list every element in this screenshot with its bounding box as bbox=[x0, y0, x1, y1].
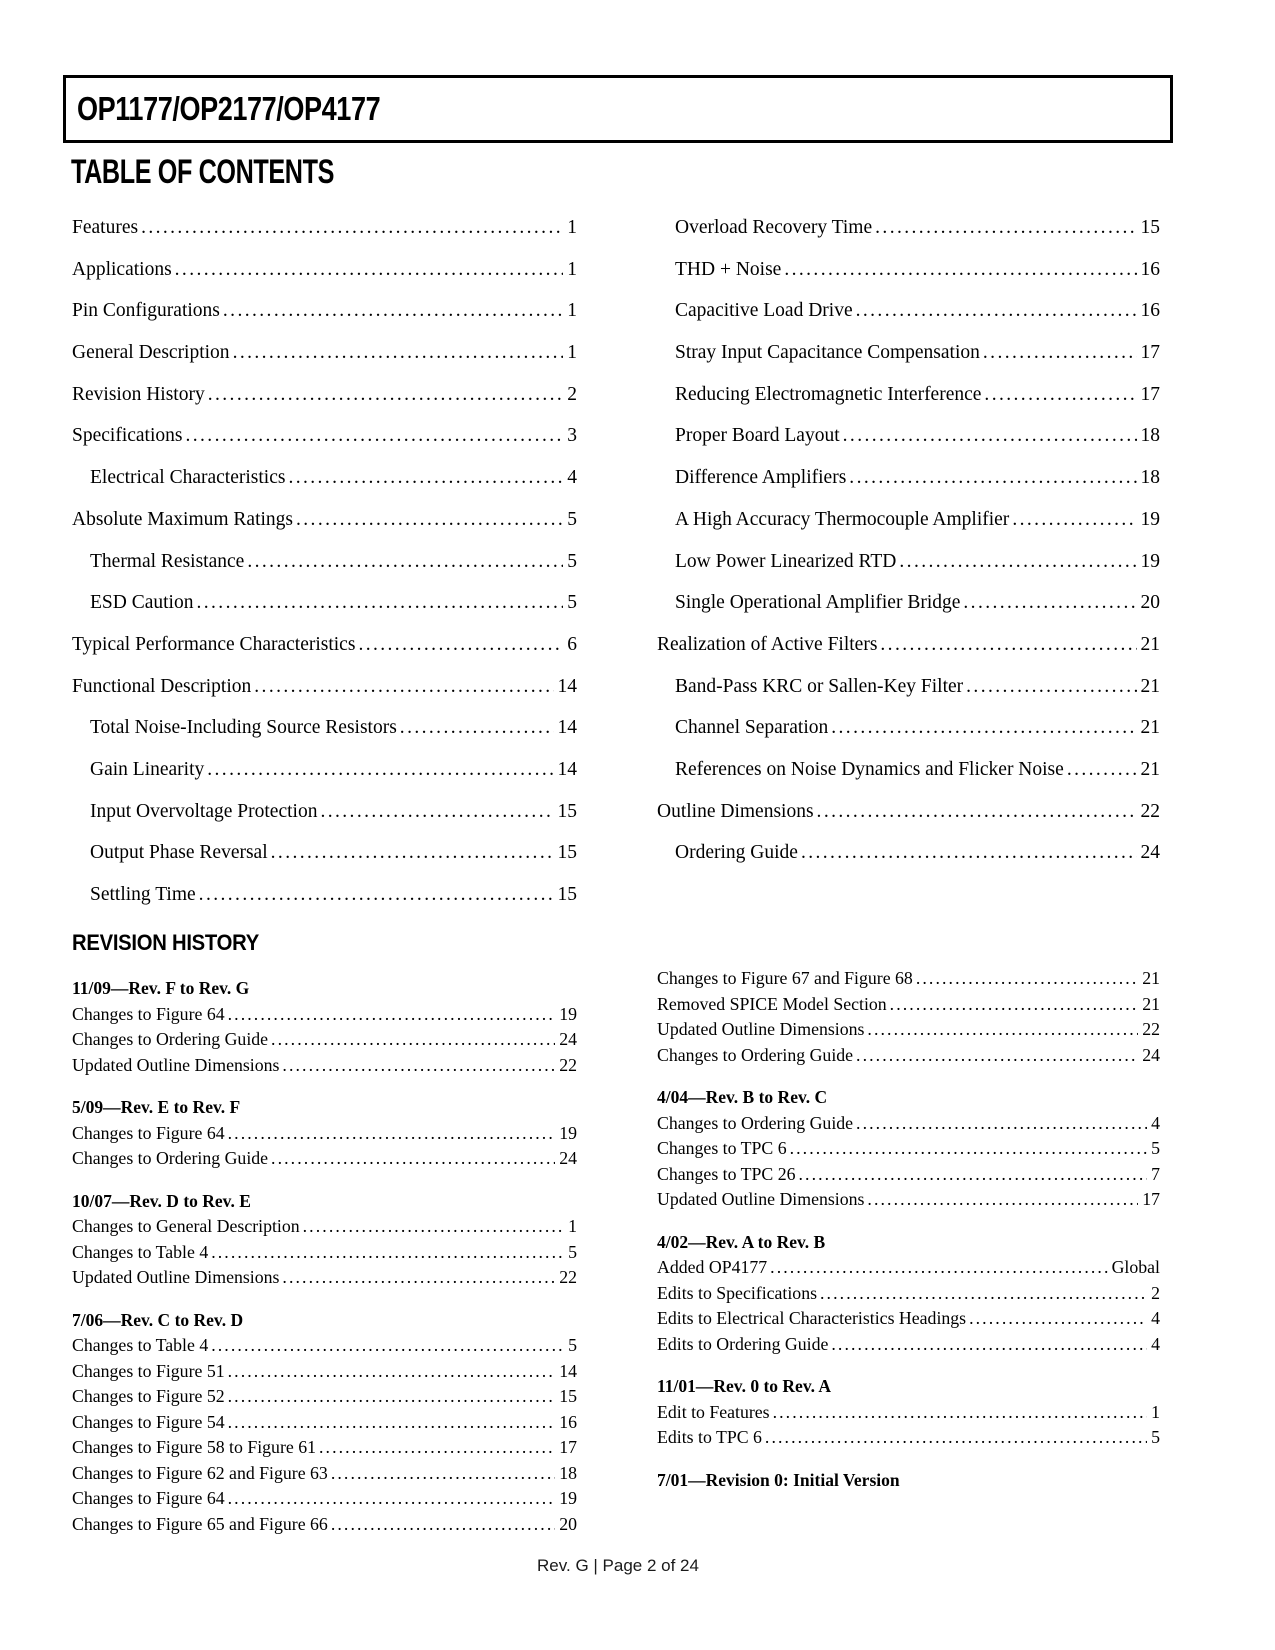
dot-leader bbox=[247, 541, 563, 583]
dot-leader bbox=[875, 207, 1136, 249]
toc-columns bbox=[72, 207, 1160, 916]
dot-leader bbox=[196, 582, 563, 624]
revision-entry-label: Changes to Figure 64 bbox=[72, 1122, 225, 1143]
toc-entry-page: 14 bbox=[557, 758, 577, 780]
revision-entry bbox=[72, 1027, 577, 1053]
dot-leader bbox=[228, 1002, 556, 1028]
revision-entry bbox=[657, 966, 1160, 992]
dot-leader bbox=[208, 374, 564, 416]
revision-entry bbox=[72, 1053, 577, 1079]
revision-column-left bbox=[72, 930, 577, 1554]
revision-entry-label: Changes to Figure 65 and Figure 66 bbox=[72, 1513, 328, 1534]
revision-group-entries bbox=[657, 1400, 1160, 1451]
revision-group bbox=[657, 1374, 1160, 1451]
toc-entry-label: Functional Description bbox=[72, 675, 252, 697]
revision-entry-label: Changes to Ordering Guide bbox=[657, 1112, 854, 1133]
dot-leader bbox=[331, 1461, 555, 1487]
revision-entry-label: Edits to Specifications bbox=[657, 1282, 818, 1303]
revision-entry-page: 21 bbox=[1142, 993, 1160, 1014]
toc-entry bbox=[657, 499, 1160, 541]
revision-entry-label: Updated Outline Dimensions bbox=[72, 1267, 280, 1287]
dot-leader bbox=[358, 624, 563, 666]
toc-entry-page: 21 bbox=[1140, 675, 1160, 697]
revision-entry-page: 4 bbox=[1151, 1333, 1160, 1354]
revision-entry bbox=[657, 1187, 1160, 1213]
revision-group-heading: 7/06—Rev. C to Rev. D bbox=[72, 1309, 244, 1330]
revision-group-entries bbox=[657, 1111, 1160, 1213]
dot-leader bbox=[296, 499, 563, 541]
toc-entry bbox=[657, 707, 1160, 749]
dot-leader bbox=[282, 1053, 555, 1079]
toc-entry bbox=[657, 290, 1160, 332]
revision-entry-page: 19 bbox=[559, 1122, 577, 1143]
revision-group-entries bbox=[72, 1214, 577, 1291]
revision-entry bbox=[72, 1486, 577, 1512]
toc-entry-page: 5 bbox=[567, 550, 577, 572]
revision-entry-page: 5 bbox=[1151, 1138, 1160, 1158]
dot-leader bbox=[211, 1240, 564, 1266]
toc-entry-label: Ordering Guide bbox=[675, 842, 798, 864]
dot-leader bbox=[849, 457, 1136, 499]
toc-entry-label: Thermal Resistance bbox=[90, 550, 245, 572]
dot-leader bbox=[798, 1162, 1147, 1188]
toc-entry-page: 17 bbox=[1140, 342, 1160, 364]
toc-entry-page: 14 bbox=[557, 675, 577, 697]
toc-entry bbox=[72, 707, 577, 749]
revision-entry-label: Changes to Ordering Guide bbox=[72, 1029, 269, 1049]
revision-entry bbox=[72, 1435, 577, 1461]
revision-entry-page: Global bbox=[1111, 1257, 1160, 1277]
toc-entry-page: 4 bbox=[567, 467, 577, 489]
toc-entry-page: 16 bbox=[1140, 300, 1160, 322]
toc-entry-page: 1 bbox=[567, 258, 577, 280]
revision-entry-label: Changes to Figure 58 to Figure 61 bbox=[72, 1437, 316, 1457]
revision-entry-label: Changes to Figure 62 and Figure 63 bbox=[72, 1462, 328, 1483]
toc-entry bbox=[657, 249, 1160, 291]
toc-entry-label: Band-Pass KRC or Sallen-Key Filter bbox=[675, 675, 964, 697]
dot-leader bbox=[969, 1306, 1147, 1332]
dot-leader bbox=[175, 249, 564, 291]
revision-entry bbox=[72, 1265, 577, 1291]
dot-leader bbox=[228, 1486, 556, 1512]
toc-entry-label: General Description bbox=[72, 342, 230, 364]
toc-entry-label: Reducing Electromagnetic Interference bbox=[675, 383, 982, 405]
dot-leader bbox=[890, 992, 1139, 1018]
revision-group bbox=[72, 1308, 577, 1538]
revision-entry-page: 20 bbox=[559, 1513, 577, 1534]
toc-entry-label: Difference Amplifiers bbox=[675, 467, 847, 489]
revision-entry-label: Added OP4177 bbox=[657, 1257, 768, 1277]
toc-entry bbox=[72, 207, 577, 249]
revision-entry-label: Updated Outline Dimensions bbox=[657, 1019, 865, 1039]
toc-entry-page: 21 bbox=[1140, 717, 1160, 739]
toc-entry-page: 15 bbox=[557, 800, 577, 822]
toc-entry-page: 5 bbox=[567, 592, 577, 614]
revision-entry-page: 1 bbox=[568, 1216, 577, 1236]
toc-entry-page: 21 bbox=[1140, 633, 1160, 655]
dot-leader bbox=[319, 1435, 555, 1461]
revision-group-heading: 4/04—Rev. B to Rev. C bbox=[657, 1087, 828, 1107]
revision-entry-page: 5 bbox=[568, 1335, 577, 1355]
revision-history-title: REVISION HISTORY bbox=[72, 930, 259, 955]
revision-entry-label: Changes to Figure 52 bbox=[72, 1386, 225, 1406]
revision-group-entries bbox=[72, 1002, 577, 1079]
revision-entry-page: 24 bbox=[559, 1029, 577, 1049]
toc-entry-label: THD + Noise bbox=[675, 258, 782, 280]
dot-leader bbox=[228, 1384, 556, 1410]
revision-entry-page: 17 bbox=[559, 1437, 577, 1457]
revision-entry-page: 2 bbox=[1151, 1282, 1160, 1303]
revision-entry-page: 24 bbox=[559, 1148, 577, 1168]
revision-entry bbox=[657, 1111, 1160, 1137]
toc-entry-label: Typical Performance Characteristics bbox=[72, 633, 356, 655]
dot-leader bbox=[984, 374, 1136, 416]
toc-entry-page: 20 bbox=[1140, 592, 1160, 614]
toc-entry bbox=[72, 332, 577, 374]
toc-entry-label: ESD Caution bbox=[90, 592, 194, 614]
toc-entry-label: Output Phase Reversal bbox=[90, 842, 268, 864]
toc-entry bbox=[657, 666, 1160, 708]
revision-entry-label: Changes to Ordering Guide bbox=[657, 1044, 854, 1065]
revision-group-entries bbox=[657, 1255, 1160, 1357]
dot-leader bbox=[856, 290, 1137, 332]
revision-entry-page: 18 bbox=[559, 1462, 577, 1483]
revision-entry bbox=[657, 1306, 1160, 1332]
revision-column-right bbox=[657, 930, 1160, 1554]
revision-entry-label: Changes to Figure 64 bbox=[72, 1003, 225, 1024]
revision-entry bbox=[72, 1512, 577, 1538]
revision-entry-label: Changes to Table 4 bbox=[72, 1241, 209, 1262]
dot-leader bbox=[141, 207, 563, 249]
toc-entry bbox=[72, 415, 577, 457]
toc-entry-label: Applications bbox=[72, 258, 172, 280]
toc-entry bbox=[72, 874, 577, 916]
revision-entry-page: 21 bbox=[1142, 968, 1160, 988]
toc-entry-page: 1 bbox=[567, 342, 577, 364]
revision-entry-label: Edit to Features bbox=[657, 1401, 770, 1422]
revision-entry-page: 7 bbox=[1151, 1163, 1160, 1184]
revision-history-section bbox=[72, 930, 1160, 1554]
dot-leader bbox=[282, 1265, 555, 1291]
revision-entry bbox=[657, 1400, 1160, 1426]
revision-entry bbox=[72, 1410, 577, 1436]
toc-entry-label: Specifications bbox=[72, 425, 183, 447]
toc-entry-label: Capacitive Load Drive bbox=[675, 300, 853, 322]
dot-leader bbox=[288, 457, 563, 499]
dot-leader bbox=[820, 1281, 1147, 1307]
revision-entry-label: Changes to Figure 67 and Figure 68 bbox=[657, 968, 913, 988]
toc-entry-label: Total Noise-Including Source Resistors bbox=[90, 717, 397, 739]
toc-entry-label: Overload Recovery Time bbox=[675, 217, 873, 238]
dot-leader bbox=[843, 415, 1137, 457]
toc-entry-label: Electrical Characteristics bbox=[90, 467, 286, 489]
dot-leader bbox=[211, 1333, 564, 1359]
toc-entry bbox=[657, 374, 1160, 416]
dot-leader bbox=[228, 1410, 556, 1436]
dot-leader bbox=[331, 1512, 555, 1538]
toc-entry bbox=[657, 749, 1160, 791]
revision-entry bbox=[72, 1333, 577, 1359]
toc-entry-page: 18 bbox=[1140, 425, 1160, 447]
revision-group-heading: 4/02—Rev. A to Rev. B bbox=[657, 1231, 826, 1252]
revision-entry-label: Changes to TPC 26 bbox=[657, 1163, 796, 1184]
toc-entry bbox=[657, 791, 1160, 833]
toc-entry-label: Proper Board Layout bbox=[675, 425, 840, 447]
toc-entry-label: A High Accuracy Thermocouple Amplifier bbox=[675, 508, 1010, 530]
toc-entry-page: 21 bbox=[1140, 758, 1160, 780]
dot-leader bbox=[867, 1017, 1138, 1043]
toc-entry-page: 1 bbox=[567, 217, 577, 238]
dot-leader bbox=[983, 332, 1137, 374]
dot-leader bbox=[1012, 499, 1136, 541]
toc-column-left bbox=[72, 207, 577, 916]
dot-leader bbox=[916, 966, 1138, 992]
revision-entry bbox=[657, 1043, 1160, 1069]
toc-entry-label: Low Power Linearized RTD bbox=[675, 550, 897, 572]
revision-entry bbox=[657, 1425, 1160, 1451]
toc-entry bbox=[657, 541, 1160, 583]
toc-entry-page: 17 bbox=[1140, 383, 1160, 405]
dot-leader bbox=[831, 1332, 1147, 1358]
toc-entry-page: 15 bbox=[1140, 217, 1160, 238]
toc-entry-page: 22 bbox=[1140, 800, 1160, 822]
toc-entry bbox=[72, 499, 577, 541]
toc-entry-page: 6 bbox=[567, 633, 577, 655]
toc-entry bbox=[72, 832, 577, 874]
revision-entry bbox=[72, 1002, 577, 1028]
revision-entry bbox=[657, 1332, 1160, 1358]
dot-leader bbox=[303, 1214, 564, 1240]
toc-entry-label: Features bbox=[72, 217, 139, 238]
toc-entry-label: Absolute Maximum Ratings bbox=[72, 508, 293, 530]
toc-entry-page: 3 bbox=[567, 425, 577, 447]
revision-entry bbox=[657, 992, 1160, 1018]
revision-entry-page: 16 bbox=[559, 1411, 577, 1432]
dot-leader bbox=[963, 582, 1136, 624]
revision-group-heading: 10/07—Rev. D to Rev. E bbox=[72, 1190, 251, 1211]
dot-leader bbox=[400, 707, 554, 749]
dot-leader bbox=[765, 1425, 1147, 1451]
toc-entry-page: 15 bbox=[557, 842, 577, 864]
revision-entry-label: Edits to Ordering Guide bbox=[657, 1333, 829, 1354]
toc-entry-label: Pin Configurations bbox=[72, 300, 220, 322]
toc-entry bbox=[72, 624, 577, 666]
dot-leader bbox=[320, 791, 553, 833]
revision-entry-label: Changes to Figure 54 bbox=[72, 1411, 225, 1432]
revision-group bbox=[657, 1085, 1160, 1213]
revision-entry-page: 22 bbox=[1142, 1019, 1160, 1039]
revision-entry-page: 19 bbox=[559, 1488, 577, 1508]
revision-entry bbox=[72, 1240, 577, 1266]
toc-entry bbox=[657, 582, 1160, 624]
toc-entry bbox=[72, 791, 577, 833]
revision-entry-page: 19 bbox=[559, 1003, 577, 1024]
toc-entry bbox=[72, 290, 577, 332]
toc-entry bbox=[72, 457, 577, 499]
toc-entry-label: Single Operational Amplifier Bridge bbox=[675, 592, 961, 614]
toc-entry bbox=[657, 207, 1160, 249]
revision-group bbox=[72, 1095, 577, 1172]
toc-entry bbox=[72, 249, 577, 291]
revision-group bbox=[72, 976, 577, 1078]
dot-leader bbox=[207, 749, 553, 791]
toc-entry-page: 18 bbox=[1140, 467, 1160, 489]
revision-entry-page: 4 bbox=[1151, 1308, 1160, 1328]
dot-leader bbox=[1067, 749, 1137, 791]
revision-group bbox=[657, 966, 1160, 1068]
toc-entry bbox=[72, 374, 577, 416]
revision-entry-label: Changes to Ordering Guide bbox=[72, 1148, 269, 1168]
toc-entry-page: 5 bbox=[567, 508, 577, 530]
toc-entry bbox=[657, 457, 1160, 499]
dot-leader bbox=[801, 832, 1137, 874]
toc-entry-page: 19 bbox=[1140, 550, 1160, 572]
revision-entry-page: 5 bbox=[1151, 1427, 1160, 1447]
dot-leader bbox=[856, 1043, 1138, 1069]
revision-entry bbox=[657, 1255, 1160, 1281]
toc-entry-label: Stray Input Capacitance Compensation bbox=[675, 342, 980, 364]
revision-group bbox=[72, 1189, 577, 1291]
revision-entry bbox=[72, 1146, 577, 1172]
revision-entry bbox=[657, 1017, 1160, 1043]
toc-entry-label: Revision History bbox=[72, 383, 205, 405]
dot-leader bbox=[817, 791, 1137, 833]
toc-entry-label: Settling Time bbox=[90, 884, 196, 905]
dot-leader bbox=[790, 1136, 1148, 1162]
dot-leader bbox=[254, 666, 553, 708]
dot-leader bbox=[831, 707, 1136, 749]
page-footer: Rev. G | Page 2 of 24 bbox=[537, 1556, 699, 1575]
revision-entry bbox=[657, 1136, 1160, 1162]
revision-group bbox=[657, 1230, 1160, 1358]
dot-leader bbox=[228, 1121, 556, 1147]
revision-group-entries bbox=[72, 1121, 577, 1172]
toc-entry bbox=[657, 624, 1160, 666]
dot-leader bbox=[199, 874, 554, 916]
revision-entry-label: Changes to Table 4 bbox=[72, 1335, 209, 1355]
header-box bbox=[63, 75, 1173, 143]
toc-entry bbox=[657, 415, 1160, 457]
dot-leader bbox=[770, 1255, 1107, 1281]
toc-entry-label: Gain Linearity bbox=[90, 758, 205, 780]
revision-entry-label: Changes to Figure 64 bbox=[72, 1488, 225, 1508]
dot-leader bbox=[880, 624, 1136, 666]
revision-entry-label: Changes to Figure 51 bbox=[72, 1360, 225, 1381]
toc-entry-page: 2 bbox=[567, 383, 577, 405]
revision-entry bbox=[657, 1281, 1160, 1307]
dot-leader bbox=[233, 332, 564, 374]
revision-entry-label: Changes to General Description bbox=[72, 1216, 300, 1236]
revision-entry-page: 1 bbox=[1151, 1401, 1160, 1422]
revision-group-heading: 7/01—Revision 0: Initial Version bbox=[657, 1469, 900, 1490]
revision-entry-page: 15 bbox=[559, 1386, 577, 1406]
revision-entry-page: 24 bbox=[1142, 1044, 1160, 1065]
revision-entry-page: 22 bbox=[559, 1267, 577, 1287]
dot-leader bbox=[271, 832, 554, 874]
dot-leader bbox=[271, 1146, 555, 1172]
revision-entry bbox=[657, 1162, 1160, 1188]
revision-entry-label: Changes to TPC 6 bbox=[657, 1138, 787, 1158]
revision-group-heading: 11/01—Rev. 0 to Rev. A bbox=[657, 1376, 832, 1396]
dot-leader bbox=[784, 249, 1136, 291]
toc-entry bbox=[72, 749, 577, 791]
dot-leader bbox=[899, 541, 1136, 583]
toc-entry-page: 14 bbox=[557, 717, 577, 739]
dot-leader bbox=[773, 1400, 1148, 1426]
dot-leader bbox=[185, 415, 563, 457]
part-number: OP1177/OP2177/OP4177 bbox=[77, 90, 381, 127]
toc-entry-label: Outline Dimensions bbox=[657, 800, 814, 822]
revision-entry bbox=[72, 1384, 577, 1410]
revision-group-entries bbox=[657, 966, 1160, 1068]
toc-column-right bbox=[657, 207, 1160, 916]
revision-entry bbox=[72, 1214, 577, 1240]
revision-entry bbox=[72, 1359, 577, 1385]
revision-entry bbox=[72, 1121, 577, 1147]
dot-leader bbox=[867, 1187, 1138, 1213]
toc-entry bbox=[72, 541, 577, 583]
toc-entry-page: 16 bbox=[1140, 258, 1160, 280]
toc-entry bbox=[657, 832, 1160, 874]
revision-group-heading: 11/09—Rev. F to Rev. G bbox=[72, 978, 250, 998]
dot-leader bbox=[966, 666, 1136, 708]
dot-leader bbox=[223, 290, 563, 332]
revision-group-heading: 5/09—Rev. E to Rev. F bbox=[72, 1097, 241, 1117]
dot-leader bbox=[271, 1027, 555, 1053]
revision-entry-page: 5 bbox=[568, 1241, 577, 1262]
toc-entry-label: Channel Separation bbox=[675, 717, 829, 739]
revision-entry-label: Updated Outline Dimensions bbox=[657, 1189, 865, 1209]
revision-entry-label: Edits to Electrical Characteristics Headings bbox=[657, 1308, 967, 1328]
dot-leader bbox=[228, 1359, 556, 1385]
toc-entry-page: 19 bbox=[1140, 508, 1160, 530]
revision-entry-page: 14 bbox=[559, 1360, 577, 1381]
revision-group bbox=[657, 1468, 1160, 1494]
toc-entry bbox=[657, 332, 1160, 374]
revision-entry-label: Removed SPICE Model Section bbox=[657, 993, 887, 1014]
toc-title: TABLE OF CONTENTS bbox=[71, 153, 335, 191]
revision-entry-page: 17 bbox=[1142, 1189, 1160, 1209]
toc-entry-page: 1 bbox=[567, 300, 577, 322]
revision-groups-left bbox=[72, 976, 577, 1537]
revision-group-entries bbox=[72, 1333, 577, 1537]
revision-entry-page: 22 bbox=[559, 1054, 577, 1075]
toc-entry-label: Input Overvoltage Protection bbox=[90, 800, 318, 822]
dot-leader bbox=[856, 1111, 1147, 1137]
revision-entry bbox=[72, 1461, 577, 1487]
toc-entry-label: References on Noise Dynamics and Flicker Noise bbox=[675, 758, 1064, 780]
revision-entry-page: 4 bbox=[1151, 1112, 1160, 1133]
toc-entry-label: Realization of Active Filters bbox=[657, 633, 878, 655]
toc-entry bbox=[72, 666, 577, 708]
toc-entry-page: 24 bbox=[1140, 842, 1160, 864]
revision-entry-label: Updated Outline Dimensions bbox=[72, 1054, 280, 1075]
toc-entry-page: 15 bbox=[557, 884, 577, 905]
toc-entry bbox=[72, 582, 577, 624]
revision-entry-label: Edits to TPC 6 bbox=[657, 1427, 762, 1447]
